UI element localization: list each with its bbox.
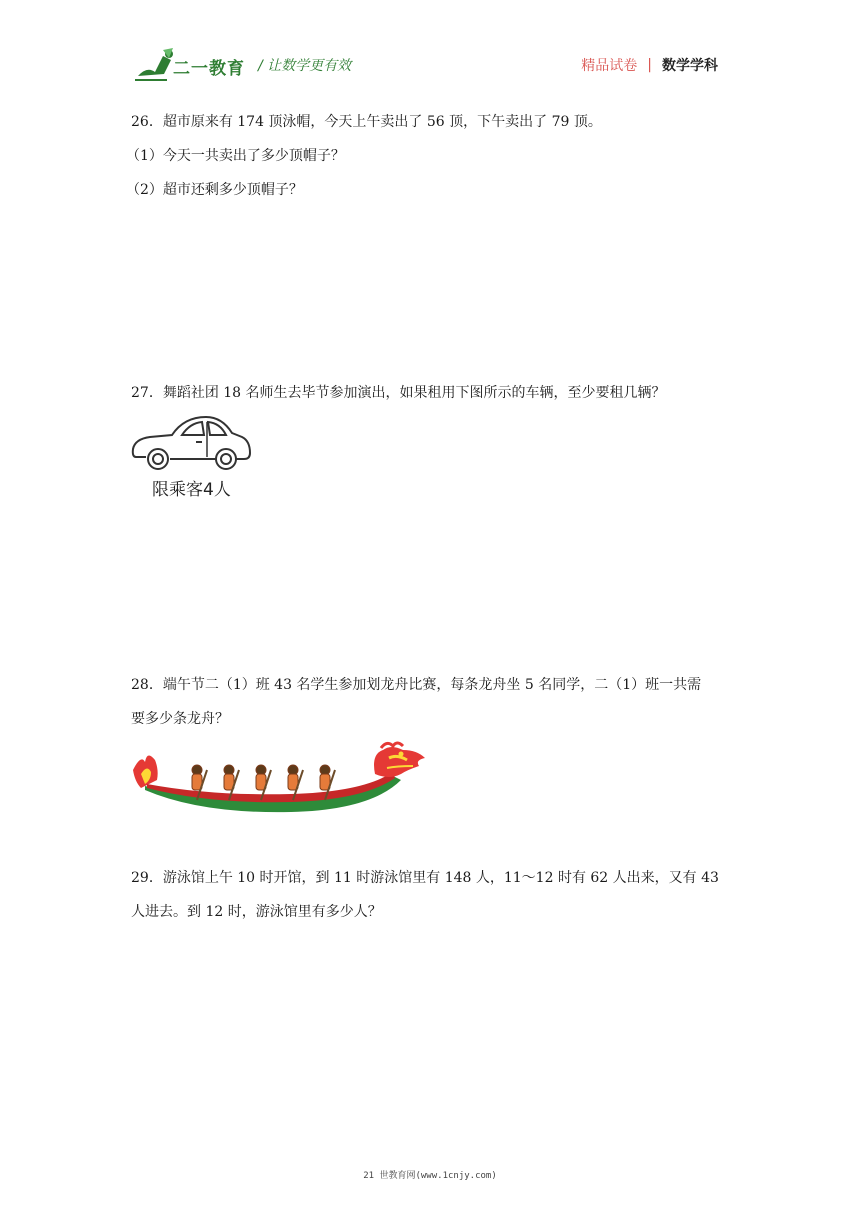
page-header: [0, 0, 860, 100]
car-icon: [130, 413, 254, 475]
q28-line1: 28．端午节二（1）班 43 名学生参加划龙舟比赛，每条龙舟坐 5 名同学，二（1）班一共需: [131, 677, 702, 693]
tag-quality-paper: 精品试卷: [581, 58, 638, 74]
page-footer: 21 世教育网(www.1cnjy.com): [363, 1171, 497, 1181]
car-caption: 限乘客4人: [152, 480, 231, 500]
q29-line1: 29．游泳馆上午 10 时开馆，到 11 时游泳馆里有 148 人，11～12 时有 62 人出来，又有 43: [131, 870, 719, 886]
tag-subject: 数学学科: [662, 58, 718, 74]
header-tags: [581, 55, 718, 75]
q26-sub2: （2）超市还剩多少顶帽子？: [126, 182, 303, 198]
q28-line2: 要多少条龙舟？: [131, 711, 229, 727]
q26-sub1: （1）今天一共卖出了多少顶帽子？: [126, 148, 345, 164]
q26-stem: 26．超市原来有 174 顶泳帽，今天上午卖出了 56 顶，下午卖出了 79 顶。: [131, 114, 602, 130]
brand-slogan: / 让数学更有效: [258, 58, 352, 74]
q27-stem: 27．舞蹈社团 18 名师生去毕节参加演出，如果租用下图所示的车辆，至少要租几辆？: [131, 385, 666, 401]
brand-name: 二一教育: [173, 59, 245, 79]
q29-line2: 人进去。到 12 时，游泳馆里有多少人？: [131, 904, 382, 920]
car-figure: [130, 413, 254, 501]
tag-separator: |: [647, 57, 652, 73]
dragon-boat-icon: [131, 740, 431, 818]
